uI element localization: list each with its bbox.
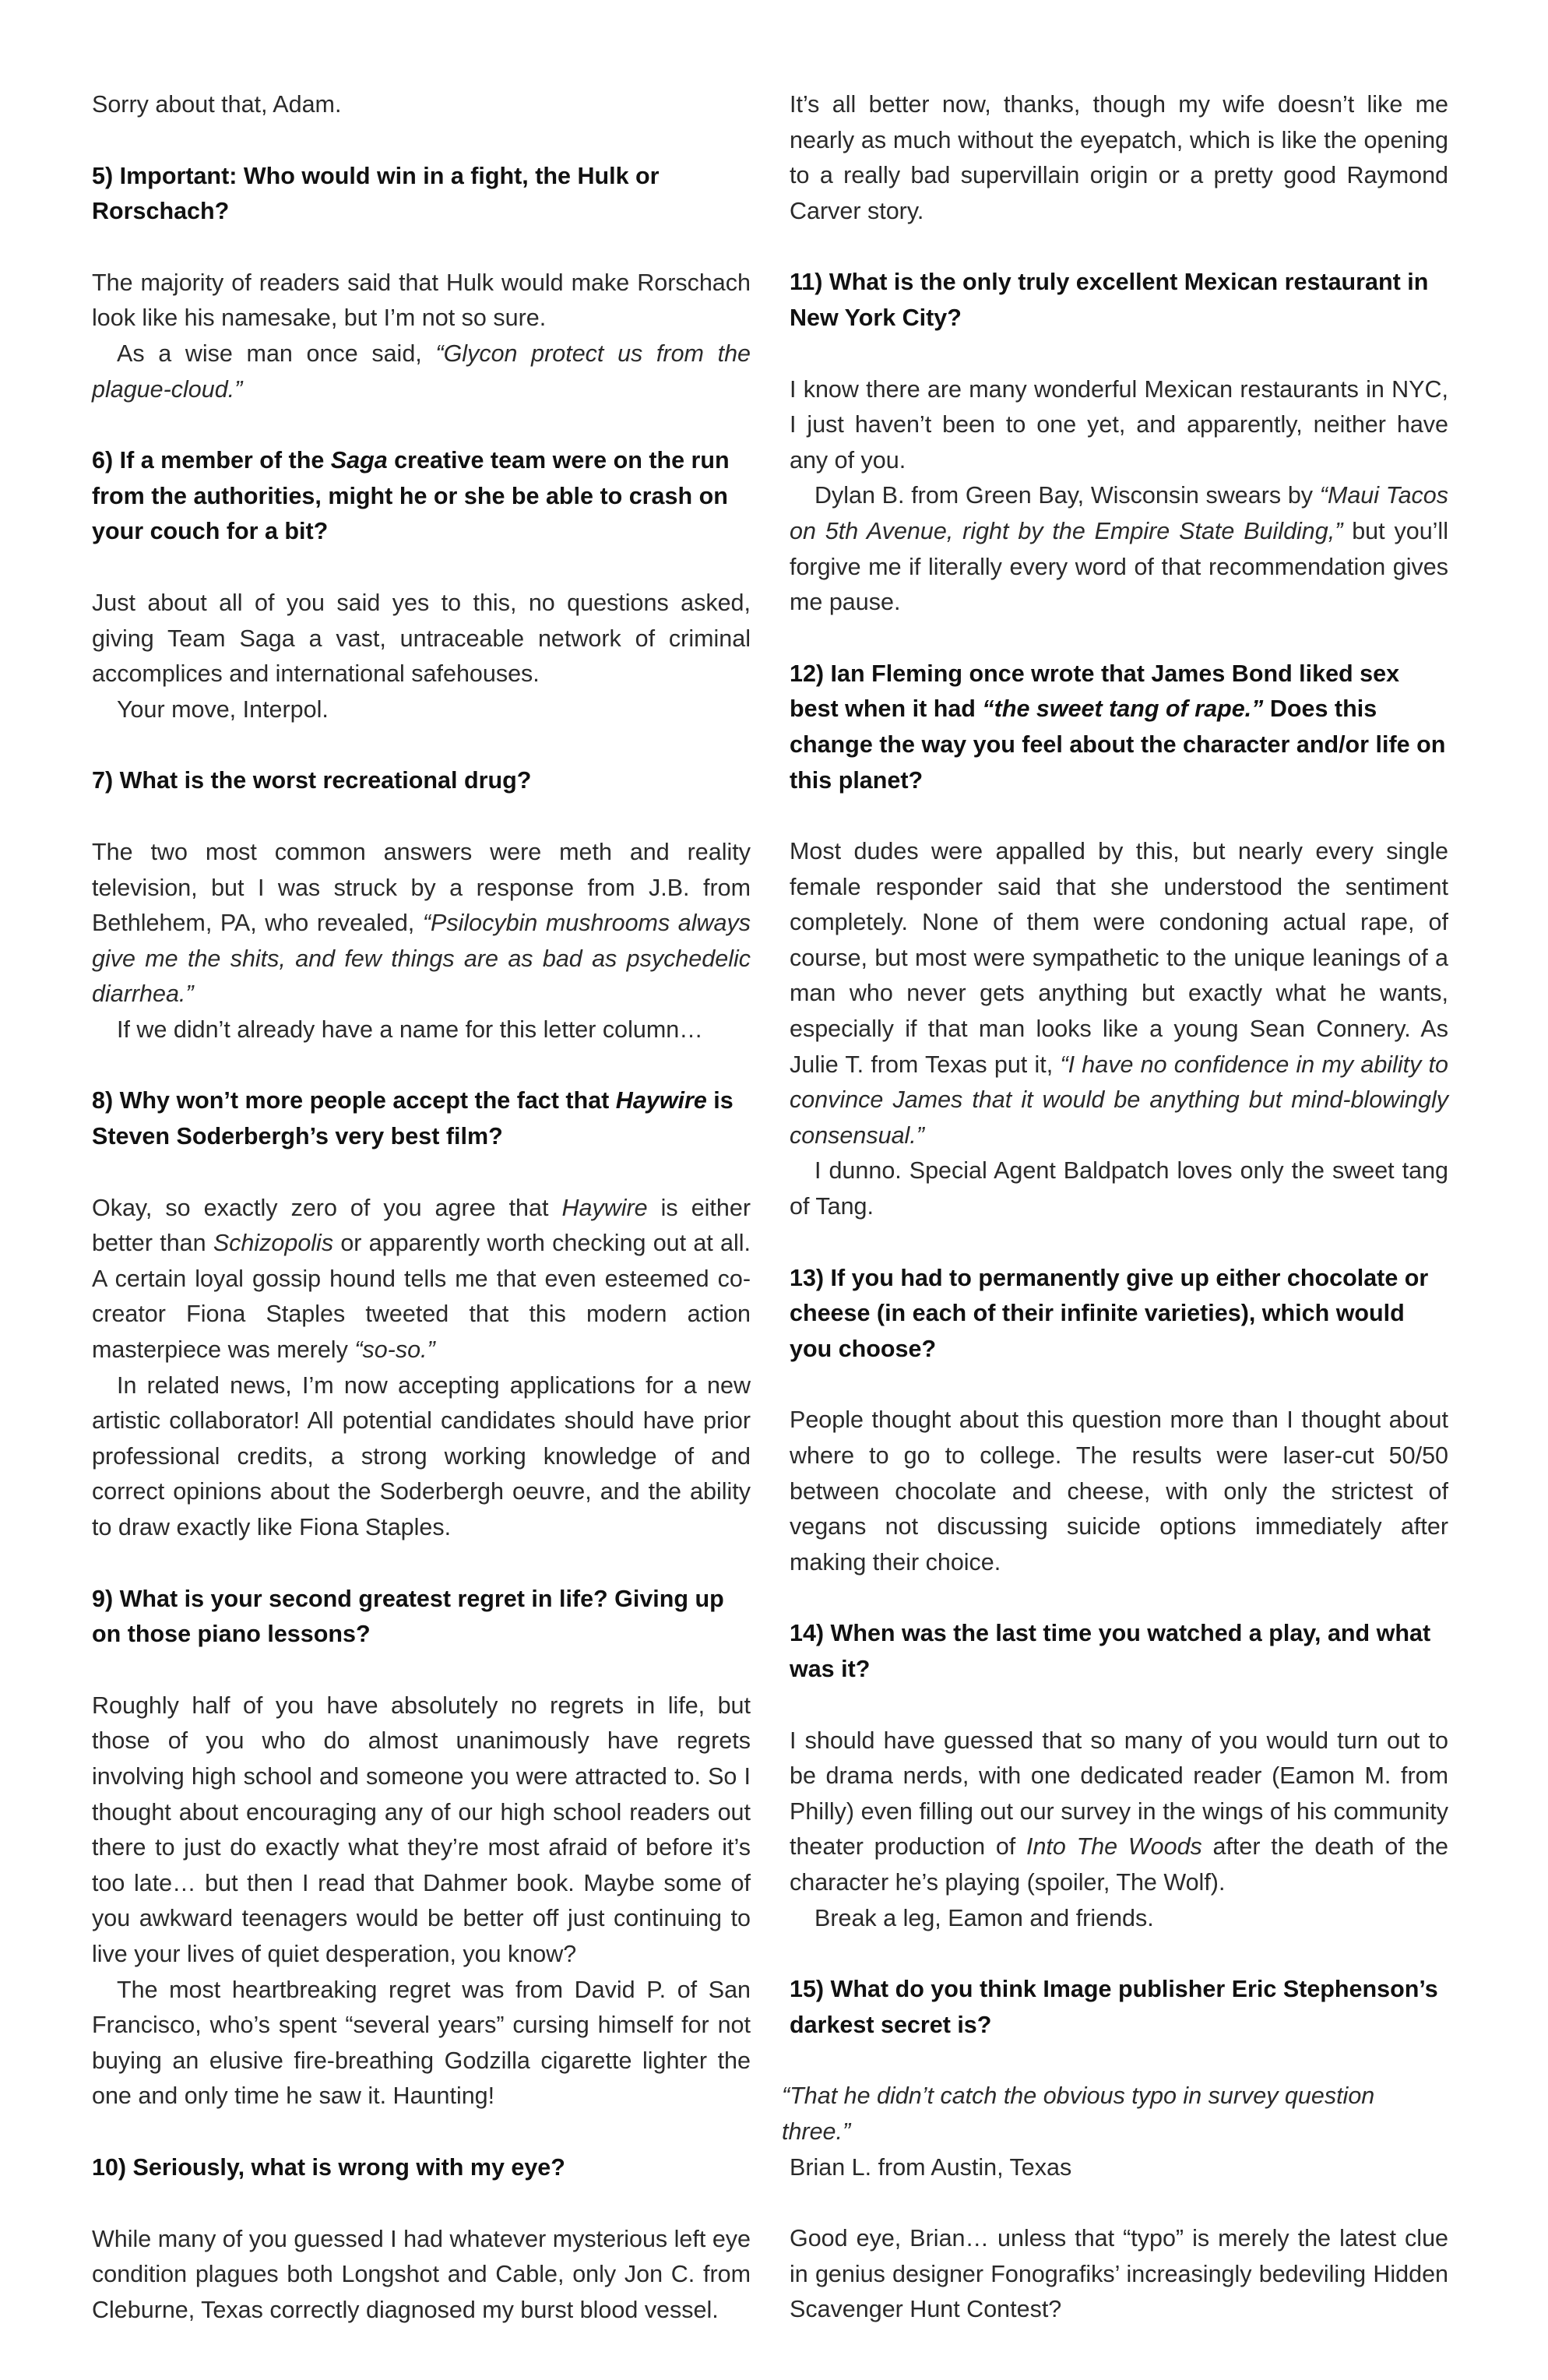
- answer-10-paragraph-2: It’s all better now, thanks, though my wife doesn’t like me nearly as much without the eyepatch, which is like the opening to a really bad supervillain origin or a pretty good Raymond Carver story.: [790, 91, 1448, 224]
- answer-14-text-a: I should have guessed that so many of you would turn out to be drama nerds, with one dedicated reader (Eamon M. from Philly) even filling out our survey in the wings of his community theater production of: [790, 1727, 1448, 1861]
- question-6-text-a: 6) If a member of the: [92, 447, 331, 474]
- question-5-heading: 5) Important: Who would win in a fight, the Hulk or Rorschach?: [92, 162, 660, 225]
- left-column: [92, 87, 751, 2328]
- question-11-heading: 11) What is the only truly excellent Mexican restaurant in New York City?: [790, 269, 1429, 331]
- question-6-text-b: creative team were on the run from the authorities, might he or she be able to crash on your couch for a bit?: [92, 447, 730, 545]
- answer-7-text: The two most common answers were meth and reality television, but I was struck by a response from J.B. from Bethlehem, PA, who revealed,: [92, 838, 751, 937]
- answer-12-text: Most dudes were appalled by this, but nearly every single female responder said that she understood the sentiment completely. None of them were condoning actual rape, of course, but most were sympathetic to the unique leanings of a man who never gets anything but exactly what he wants, especially if that man looks like a young Sean Connery. As Julie T. from Texas put it,: [790, 838, 1448, 1078]
- answer-8-text-b: is either better than: [92, 1194, 751, 1257]
- answer-15-quote: “That he didn’t catch the obvious typo in survey question three.”: [782, 2082, 1375, 2145]
- answer-14-paragraph-2: Break a leg, Eamon and friends.: [814, 1904, 1154, 1931]
- answer-10-paragraph-1: While many of you guessed I had whatever mysterious left eye condition plagues both Longshot and Cable, only Jon C. from Cleburne, Texas correctly diagnosed my burst blood vessel.: [92, 2225, 751, 2323]
- question-8-heading: [92, 1083, 751, 1154]
- answer-5-quote: “Glycon protect us from the plague-cloud.”: [92, 340, 751, 403]
- question-12-quote: “the sweet tang of rape.”: [982, 695, 1264, 723]
- question-10-heading: 10) Seriously, what is wrong with my eye?: [92, 2153, 565, 2181]
- answer-6-paragraph-1: Just about all of you said yes to this, no questions asked, giving Team Saga a vast, untraceable network of criminal accomplices and international safehouses.: [92, 589, 751, 688]
- answer-6-paragraph-2: Your move, Interpol.: [117, 695, 329, 723]
- answer-11-quote: “Maui Tacos on 5th Avenue, right by the Empire State Building,”: [790, 482, 1449, 544]
- answer-12-paragraph-1: [790, 834, 1448, 1153]
- question-6-title-saga: Saga: [330, 447, 388, 474]
- question-9-heading: 9) What is your second greatest regret in life? Giving up on those piano lessons?: [92, 1585, 724, 1648]
- question-12-heading: [790, 657, 1448, 798]
- answer-12-quote: “I have no confidence in my ability to convince James that it would be anything but mind-blowingly consensual.”: [790, 1051, 1448, 1149]
- answer-13-paragraph-1: People thought about this question more than I thought about where to go to college. The results were laser-cut 50/50 between chocolate and cheese, with only the strictest of vegans not discussing suicide options immediately after making their choice.: [790, 1407, 1448, 1576]
- answer-8-title-schizopolis: Schizopolis: [213, 1230, 334, 1257]
- question-8-text-a: 8) Why won’t more people accept the fact that: [92, 1087, 616, 1114]
- answer-11-text-b: but you’ll forgive me if literally every word of that recommendation gives me pause.: [790, 517, 1448, 616]
- answer-7-paragraph-2: If we didn’t already have a name for this letter column…: [117, 1016, 703, 1043]
- question-6-heading: [92, 443, 751, 550]
- answer-8-quote: “so-so.”: [354, 1336, 435, 1364]
- paragraph-sorry: Sorry about that, Adam.: [92, 91, 342, 118]
- answer-5-paragraph-2: [92, 336, 751, 407]
- answer-11-paragraph-2: [790, 478, 1448, 620]
- answer-11-paragraph-1: I know there are many wonderful Mexican restaurants in NYC, I just haven’t been to one yet, and apparently, neither have any of you.: [790, 375, 1448, 474]
- question-13-heading: 13) If you had to permanently give up either chocolate or cheese (in each of their infinite varieties), which would you choose?: [790, 1264, 1429, 1362]
- answer-9-paragraph-2: The most heartbreaking regret was from David P. of San Francisco, who’s spent “several years” cursing himself for not buying an elusive fire-breathing Godzilla cigarette lighter the one and only time he saw it. Haunting!: [92, 1976, 751, 2110]
- answer-12-paragraph-2: I dunno. Special Agent Baldpatch loves only the sweet tang of Tang.: [790, 1157, 1448, 1220]
- answer-8-text-c: or apparently worth checking out at all. A certain loyal gossip hound tells me that even esteemed co-creator Fiona Staples tweeted that this modern action masterpiece was merely: [92, 1230, 751, 1364]
- answer-15-paragraph-2: Good eye, Brian… unless that “typo” is merely the latest clue in genius designer Fonografiks’ increasingly bedeviling Hidden Scavenger Hunt Contest?: [790, 2225, 1448, 2323]
- question-8-text-b: is Steven Soderbergh’s very best film?: [92, 1087, 734, 1150]
- answer-15-attribution: Brian L. from Austin, Texas: [790, 2153, 1072, 2181]
- answer-8-paragraph-1: [92, 1191, 751, 1368]
- answer-14-title-into-the-woods: Into The Woods: [1026, 1833, 1202, 1861]
- question-8-title-haywire: Haywire: [615, 1087, 707, 1114]
- question-7-heading: 7) What is the worst recreational drug?: [92, 767, 532, 794]
- answer-8-paragraph-2: In related news, I’m now accepting applications for a new artistic collaborator! All potential candidates should have prior professional credits, a strong working knowledge of and correct opinions about the Soderbergh oeuvre, and the ability to draw exactly like Fiona Staples.: [92, 1371, 751, 1540]
- answer-7-quote: “Psilocybin mushrooms always give me the shits, and few things are as bad as psychedelic diarrhea.”: [92, 910, 751, 1008]
- answer-9-paragraph-1: Roughly half of you have absolutely no regrets in life, but those of you who do almost unanimously have regrets involving high school and someone you were attracted to. So I thought about encouraging any of our high school readers out there to just do exactly what they’re most afraid of before it’s too late… but then I read that Dahmer book. Maybe some of you awkward teenagers would be better off just continuing to live your lives of quiet desperation, you know?: [92, 1692, 751, 1967]
- answer-14-paragraph-1: [790, 1723, 1448, 1901]
- answer-8-text-a: Okay, so exactly zero of you agree that: [92, 1194, 562, 1221]
- answer-14-text-b: after the death of the character he’s playing (spoiler, The Wolf).: [790, 1833, 1448, 1896]
- answer-7-paragraph-1: [92, 835, 751, 1012]
- answer-5-text: As a wise man once said,: [117, 340, 436, 367]
- answer-8-title-haywire: Haywire: [561, 1194, 648, 1221]
- answer-11-text-a: Dylan B. from Green Bay, Wisconsin swears by: [814, 482, 1320, 509]
- right-column: [782, 87, 1449, 2328]
- question-12-text-a: 12) Ian Fleming once wrote that James Bond liked sex best when it had: [790, 660, 1400, 723]
- question-14-heading: 14) When was the last time you watched a play, and what was it?: [790, 1620, 1431, 1682]
- question-12-text-b: Does this change the way you feel about the character and/or life on this planet?: [790, 695, 1446, 794]
- question-15-heading: 15) What do you think Image publisher Eric Stephenson’s darkest secret is?: [790, 1976, 1438, 2038]
- answer-5-paragraph-1: The majority of readers said that Hulk would make Rorschach look like his namesake, but I’m not so sure.: [92, 269, 751, 332]
